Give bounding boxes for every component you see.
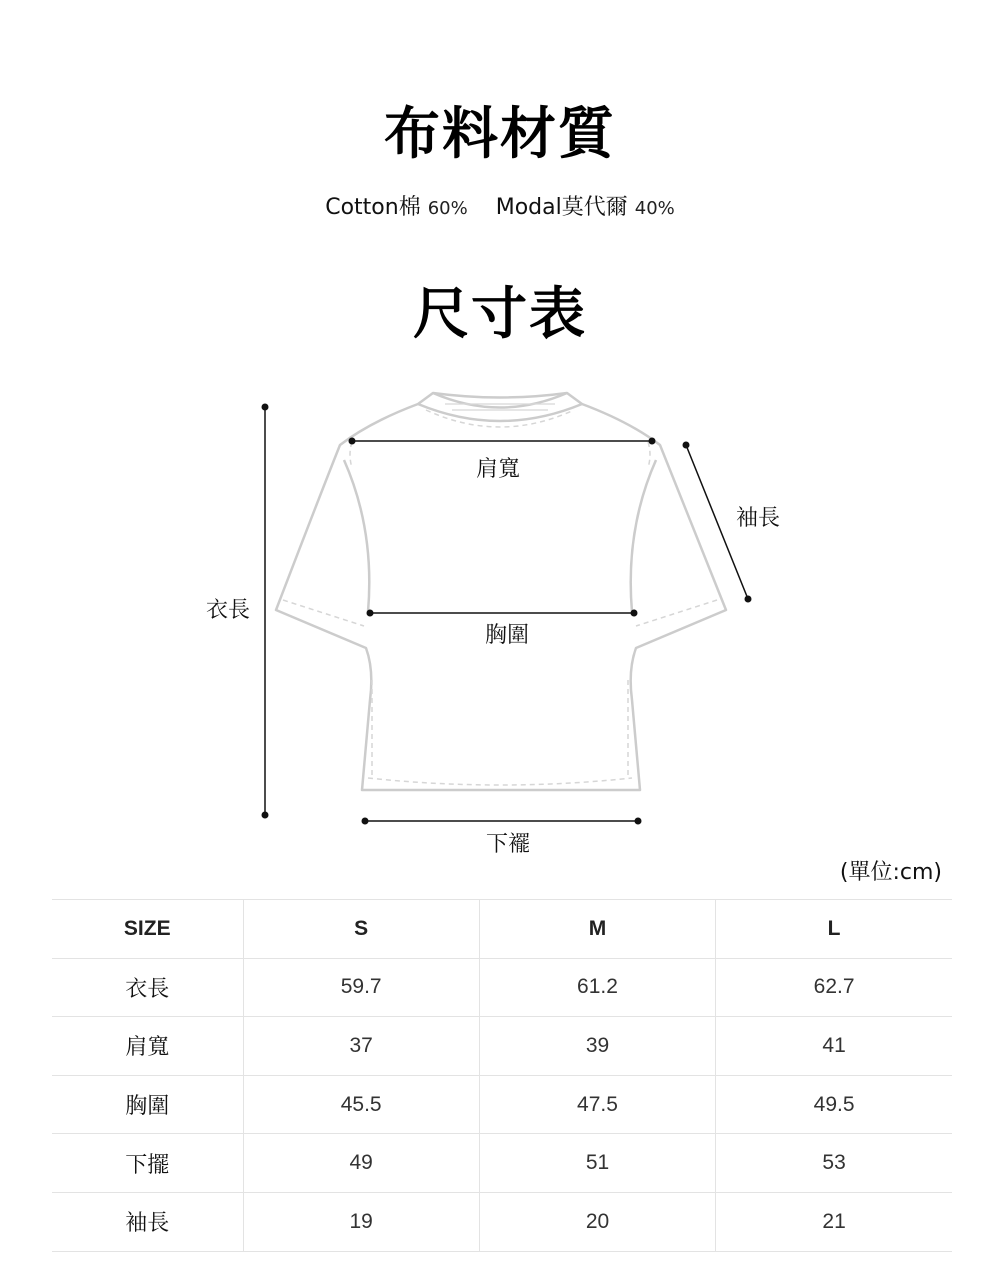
size-table xyxy=(52,899,952,1252)
cell-value: 49 xyxy=(243,1134,479,1193)
table-row xyxy=(52,1075,952,1134)
cell-value: 45.5 xyxy=(243,1075,479,1134)
table-row xyxy=(52,1017,952,1076)
unit-note: (單位:cm) xyxy=(839,860,942,885)
label-length: 衣長 xyxy=(206,598,251,623)
header-size: SIZE xyxy=(52,900,243,959)
tshirt-measurement-diagram xyxy=(0,380,1000,860)
fabric-1-name: Cotton棉 xyxy=(325,195,421,220)
fabric-2-percent: 40% xyxy=(634,198,675,219)
cell-value: 20 xyxy=(479,1192,715,1251)
header-s: S xyxy=(243,900,479,959)
label-shoulder: 肩寬 xyxy=(476,457,521,482)
cell-value: 53 xyxy=(716,1134,952,1193)
row-label: 下擺 xyxy=(52,1134,243,1193)
label-sleeve: 袖長 xyxy=(736,506,781,531)
row-label: 衣長 xyxy=(52,958,243,1017)
label-chest: 胸圍 xyxy=(485,623,530,648)
header-l: L xyxy=(716,900,952,959)
cell-value: 49.5 xyxy=(716,1075,952,1134)
cell-value: 59.7 xyxy=(243,958,479,1017)
fabric-1-percent: 60% xyxy=(427,198,468,219)
fabric-composition xyxy=(0,190,1000,221)
table-row xyxy=(52,958,952,1017)
cell-value: 39 xyxy=(479,1017,715,1076)
cell-value: 41 xyxy=(716,1017,952,1076)
row-label: 肩寬 xyxy=(52,1017,243,1076)
material-title: 布料材質 xyxy=(384,102,616,167)
table-row xyxy=(52,1192,952,1251)
header-m: M xyxy=(479,900,715,959)
label-hem: 下襬 xyxy=(486,832,531,857)
cell-value: 37 xyxy=(243,1017,479,1076)
cell-value: 19 xyxy=(243,1192,479,1251)
row-label: 胸圍 xyxy=(52,1075,243,1134)
cell-value: 51 xyxy=(479,1134,715,1193)
fabric-2-name: Modal莫代爾 xyxy=(495,195,628,220)
table-row xyxy=(52,1134,952,1193)
cell-value: 21 xyxy=(716,1192,952,1251)
cell-value: 61.2 xyxy=(479,958,715,1017)
table-header-row xyxy=(52,900,952,959)
row-label: 袖長 xyxy=(52,1192,243,1251)
cell-value: 47.5 xyxy=(479,1075,715,1134)
size-chart-title: 尺寸表 xyxy=(413,282,587,347)
cell-value: 62.7 xyxy=(716,958,952,1017)
